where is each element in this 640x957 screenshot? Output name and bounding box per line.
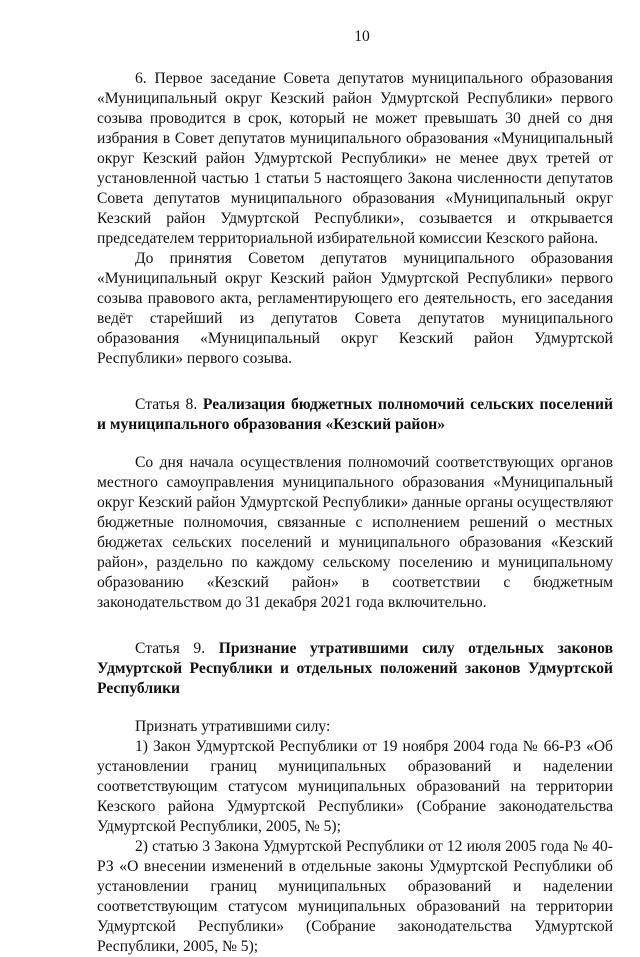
article7-paragraph-first-session: До принятия Советом депутатов муниципального образования «Муниципальный округ Кезский район Удмуртской Республики» первого созыва правового акта, регламентирующего его деятельность, его заседания ведёт старейший из депутатов Совета депутатов муниципального образования «Муниципальный округ Кезский район Удмуртской Республики» первого созыва. — [97, 250, 613, 367]
article-9-heading — [97, 639, 613, 699]
article7-paragraph-6: 6. Первое заседание Совета депутатов муниципального образования «Муниципальный округ Кезский район Удмуртской Республики» первого созыва проводится в срок, который не может превышать 30 дней со дня избрания в Совет депутатов муниципального образования «Муниципальный округ Кезский район Удмуртской Республики» не менее двух третей от установленной частью 1 статьи 5 настоящего Закона численности депутатов Совета депутатов муниципального образования «Муниципальный округ Кезский район Удмуртской Республики», созывается и открывается председателем территориальной избирательной комиссии Кезского района. — [97, 70, 613, 247]
article-8-heading — [97, 395, 613, 435]
article-9-prefix: Статья 9. — [135, 640, 219, 657]
article-8-body: Со дня начала осуществления полномочий соответствующих органов местного самоуправления муниципального образования «Муниципальный округ Кезский район Удмуртской Республики» данные органы осуществляют бюджетные полномочия, связанные с исполнением решений о местных бюджетах сельских поселений и муниципального образования «Кезский район», раздельно по каждому сельскому поселению и муниципальному образованию «Кезский район» в соответствии с бюджетным законодательством до 31 декабря 2021 года включительно. — [97, 454, 613, 611]
article-9-item-2: 2) статью 3 Закона Удмуртской Республики от 12 июля 2005 года № 40-РЗ «О внесении изменений в отдельные законы Удмуртской Республики об установлении границ муниципальных образований и наделении соответствующим статусом муниципальных образований на территории Удмуртской Республики» (Собрание законодательства Удмуртской Республики, 2005, № 5); — [97, 838, 613, 955]
article-8-title: Реализация бюджетных полномочий сельских поселений и муниципального образования «Кезский район» — [97, 396, 613, 433]
article-8-prefix: Статья 8. — [135, 396, 203, 413]
article-9-intro: Признать утратившими силу: — [135, 718, 331, 735]
page-number: 10 — [354, 28, 370, 45]
article-9-item-1: 1) Закон Удмуртской Республики от 19 ноября 2004 года № 66-РЗ «Об установлении границ муниципальных образований и наделении соответствующим статусом муниципальных образований на территории Кезского района Удмуртской Республики» (Собрание законодательства Удмуртской Республики, 2005, № 5); — [97, 738, 613, 835]
article-9-title: Признание утратившими силу отдельных законов Удмуртской Республики и отдельных положений законов Удмуртской Республики — [97, 640, 613, 697]
